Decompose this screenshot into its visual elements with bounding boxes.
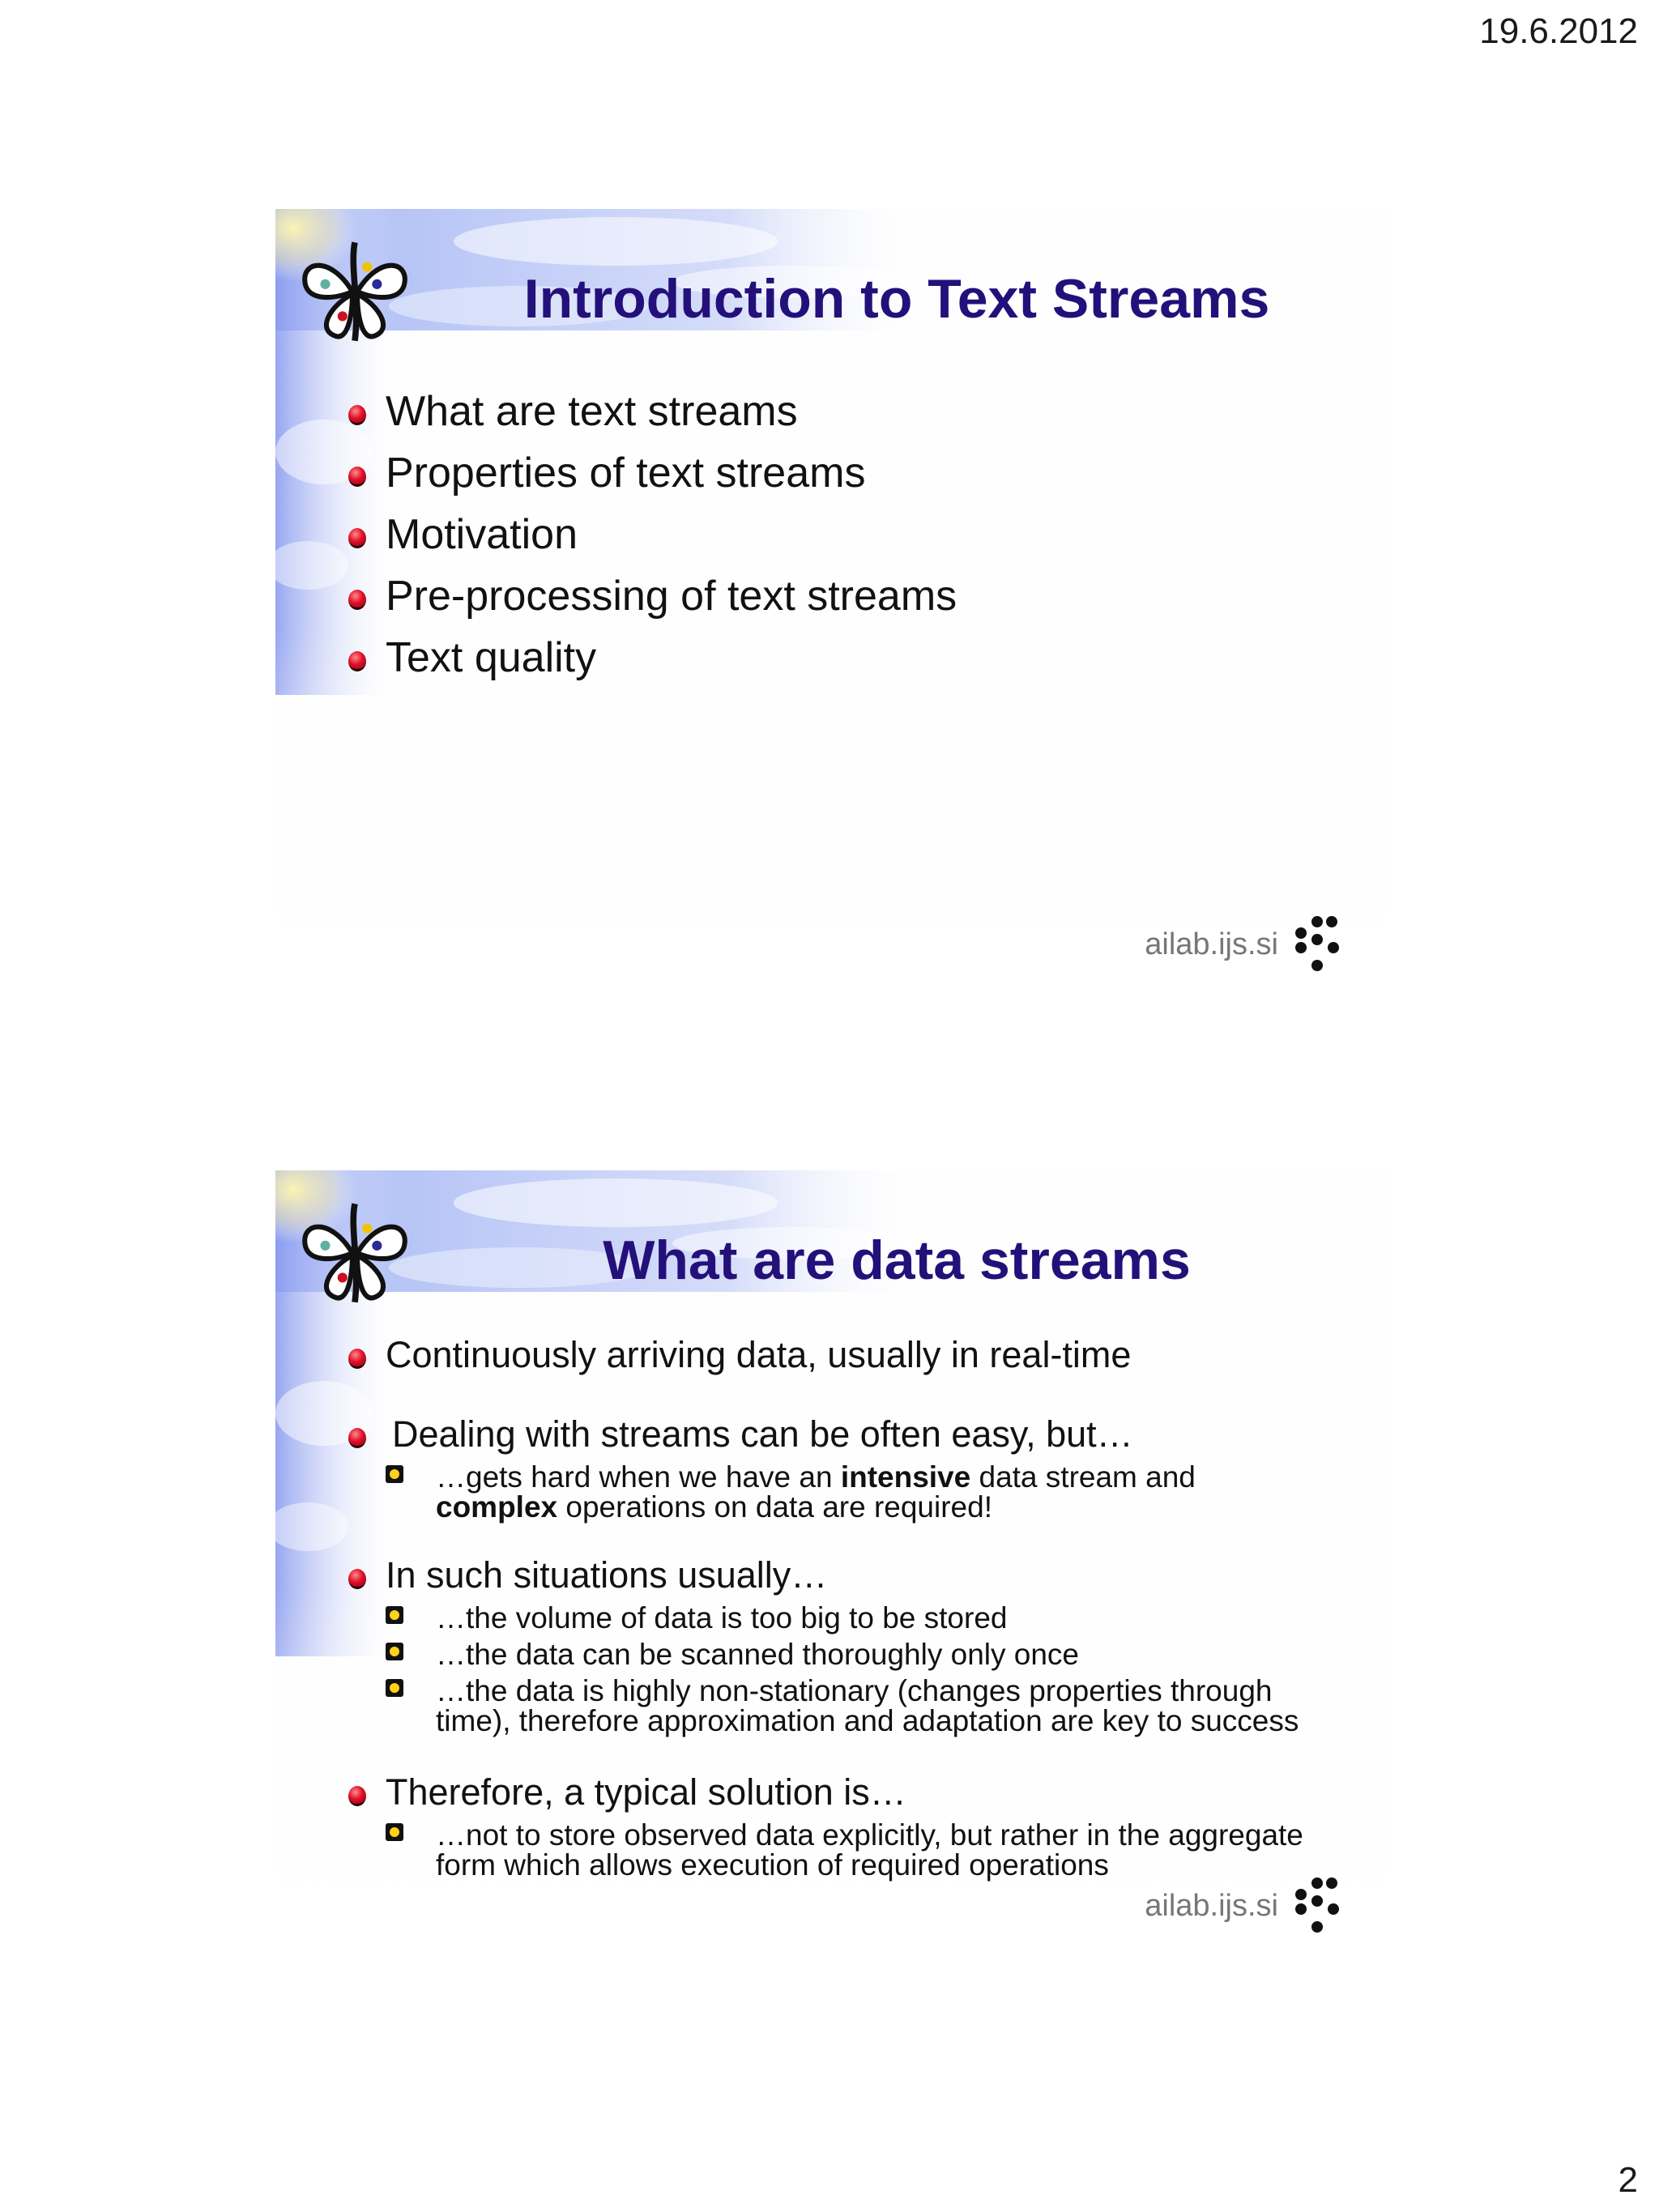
red-round-bullet-icon — [348, 528, 366, 548]
list-item-text: Dealing with streams can be often easy, but… — [392, 1413, 1133, 1455]
yellow-square-bullet-icon — [386, 1679, 403, 1697]
slide-introduction — [275, 209, 1388, 1043]
list-item — [348, 1412, 1356, 1522]
red-round-bullet-icon — [348, 1569, 366, 1589]
sub-text-part: …gets hard when we have an — [436, 1460, 841, 1494]
slide-title: What are data streams — [603, 1230, 1191, 1291]
list-item-text: Text quality — [386, 634, 597, 681]
sub-list-item — [386, 1676, 1335, 1736]
list-item-text: In such situations usually… — [386, 1554, 828, 1596]
list-item-text: Continuously arriving data, usually in real-time — [386, 1334, 1132, 1375]
bullet-list — [348, 381, 1356, 688]
sub-list-item — [386, 1603, 1356, 1633]
emphasis-complex: complex — [436, 1490, 558, 1524]
list-item — [348, 1770, 1356, 1880]
sub-list-item-text: …the data can be scanned thoroughly only once — [436, 1638, 1080, 1671]
emphasis-intensive: intensive — [840, 1460, 971, 1494]
red-round-bullet-icon — [348, 405, 366, 425]
list-item — [348, 627, 1356, 688]
slide-data-streams — [275, 1170, 1388, 2005]
list-item — [348, 1553, 1356, 1736]
list-item — [348, 442, 1356, 504]
red-round-bullet-icon — [348, 590, 366, 610]
red-round-bullet-icon — [348, 1349, 366, 1369]
red-round-bullet-icon — [348, 467, 366, 487]
yellow-square-bullet-icon — [386, 1823, 403, 1841]
page-number: 2 — [1618, 2160, 1638, 2200]
list-item-text: Therefore, a typical solution is… — [386, 1771, 906, 1813]
sub-bullet-list — [386, 1820, 1356, 1880]
list-item — [348, 1332, 1356, 1378]
red-round-bullet-icon — [348, 1786, 366, 1806]
list-item-text: Motivation — [386, 511, 578, 558]
yellow-square-bullet-icon — [386, 1606, 403, 1624]
slide-footer — [1145, 915, 1341, 974]
ailab-dots-logo-icon — [1293, 1877, 1341, 1935]
yellow-square-bullet-icon — [386, 1643, 403, 1660]
sub-list-item — [386, 1639, 1356, 1669]
sub-list-item-text: …the data is highly non-stationary (changes properties through time), therefore approximation and adaptation are key to success — [436, 1674, 1299, 1737]
list-item-text: Properties of text streams — [386, 450, 866, 497]
ailab-dots-logo-icon — [1293, 915, 1341, 974]
bullet-list — [348, 1332, 1356, 1880]
footer-url: ailab.ijs.si — [1145, 927, 1278, 961]
slide-title: Introduction to Text Streams — [523, 268, 1270, 330]
page-date: 19.6.2012 — [1479, 11, 1638, 51]
list-item — [348, 504, 1356, 565]
sub-list-item-text: …the volume of data is too big to be stored — [436, 1601, 1008, 1634]
list-item — [348, 565, 1356, 627]
sub-bullet-list — [386, 1603, 1356, 1736]
footer-url: ailab.ijs.si — [1145, 1888, 1278, 1923]
list-item-text: What are text streams — [386, 388, 798, 435]
sub-list-item — [386, 1462, 1356, 1522]
sub-text-part: data stream and — [970, 1460, 1196, 1494]
slide-footer — [1145, 1877, 1341, 1935]
list-item-text: Pre-processing of text streams — [386, 573, 957, 620]
sub-list-item-text: …not to store observed data explicitly, but rather in the aggregate form which allows execution of required operations — [436, 1818, 1303, 1882]
list-item — [348, 381, 1356, 442]
red-round-bullet-icon — [348, 1428, 366, 1448]
sub-bullet-list — [386, 1462, 1356, 1522]
sub-text-part: operations on data are required! — [557, 1490, 992, 1524]
sub-list-item — [386, 1820, 1351, 1880]
yellow-square-bullet-icon — [386, 1465, 403, 1483]
red-round-bullet-icon — [348, 651, 366, 671]
